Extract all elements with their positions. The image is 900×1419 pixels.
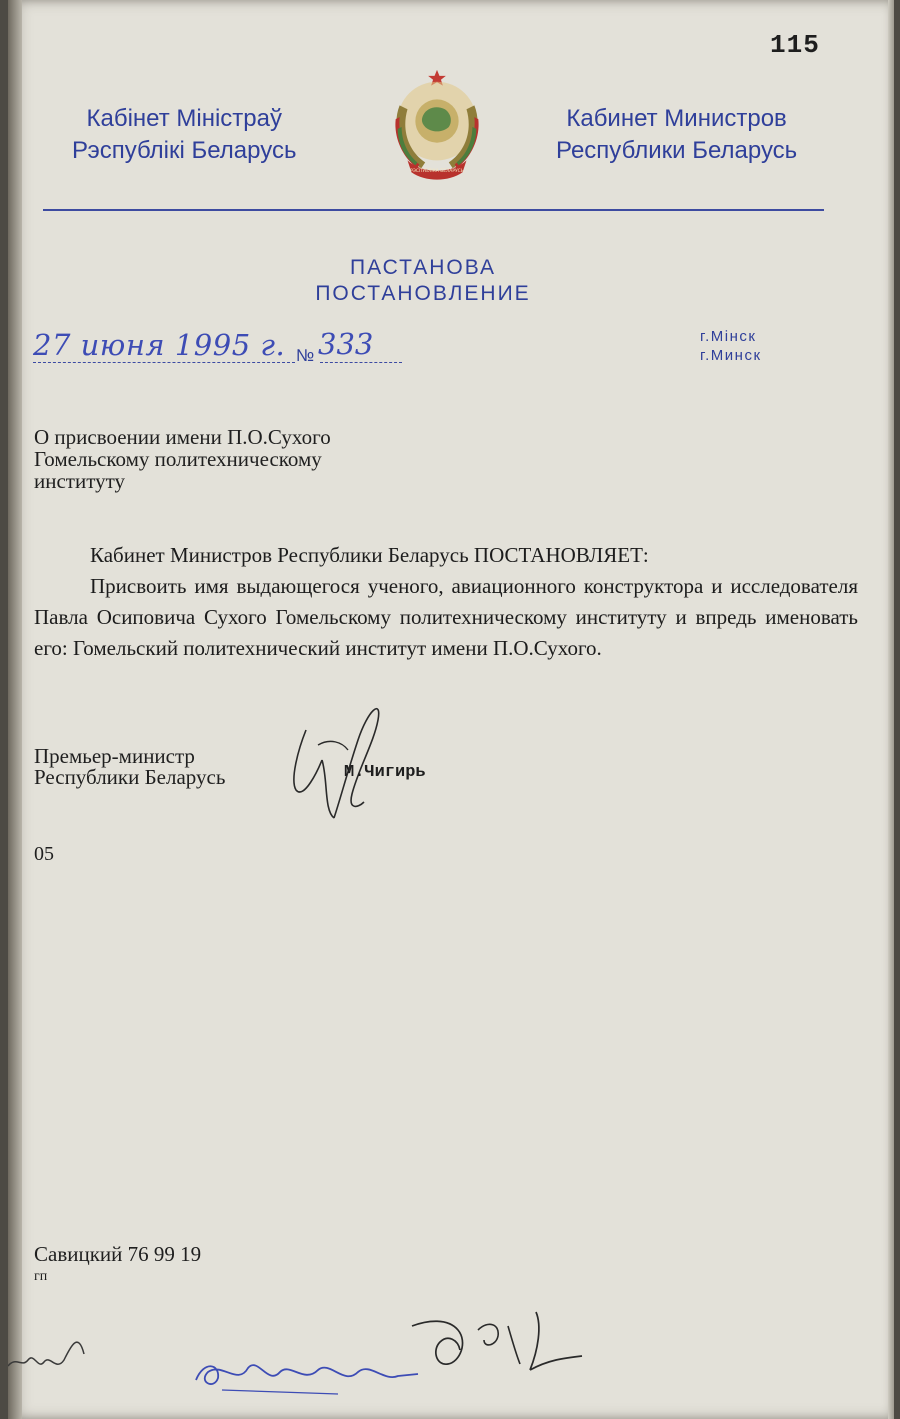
signer-title-line2: Республики Беларусь xyxy=(34,765,226,789)
binding-edge xyxy=(8,0,22,1419)
page-number: 115 xyxy=(770,30,820,60)
document-code: 05 xyxy=(34,843,54,865)
handwritten-date: 27 июня 1995 г. xyxy=(33,328,286,362)
page-edge xyxy=(888,0,894,1419)
signer-title xyxy=(34,746,225,788)
signer-title-line1: Премьер-министр xyxy=(34,744,195,768)
letterhead-belarusian xyxy=(72,103,296,167)
letterhead-ru-line2: Республики Беларусь xyxy=(556,137,798,164)
city-belarusian: г.Мінск xyxy=(700,328,757,345)
subject-line1: О присвоении имени П.О.Сухого xyxy=(34,425,331,449)
approval-signatures-icon xyxy=(8,1290,894,1419)
emblem-ribbon-text: РЭСПУБЛІКА БЕЛАРУСЬ xyxy=(410,169,464,175)
number-underline xyxy=(320,362,402,363)
letterhead-by-line2: Рэспублікі Беларусь xyxy=(72,137,297,164)
subject-line2: Гомельскому политехническому xyxy=(34,447,322,471)
date-underline xyxy=(33,362,295,363)
number-sign: № xyxy=(296,346,315,365)
executor-info: Савицкий 76 99 19 xyxy=(34,1242,202,1266)
doc-type-russian: ПОСТАНОВЛЕНИЕ xyxy=(315,282,531,305)
letterhead-by-line1: Кабінет Міністраў xyxy=(86,105,282,132)
city-russian: г.Минск xyxy=(700,347,762,364)
document-subject xyxy=(34,426,331,492)
letterhead-divider xyxy=(43,209,824,211)
document-body xyxy=(34,540,858,664)
subject-line3: институту xyxy=(34,469,126,493)
executor-code: гп xyxy=(34,1269,48,1284)
handwritten-signature-icon xyxy=(278,690,408,830)
signer-name: М.Чигирь xyxy=(344,763,426,782)
body-paragraph-1: Кабинет Министров Республики Беларусь ПОСТАНОВЛЯЕТ: xyxy=(90,543,649,567)
handwritten-number: 333 xyxy=(318,327,374,361)
document-page xyxy=(8,0,894,1419)
body-paragraph-2: Присвоить имя выдающегося ученого, авиационного конструктора и исследователя Павла Осиповича Сухого Гомельскому политехническому институту и впредь именовать его: Гомельский политехнический институт имени П.О.Сухого. xyxy=(34,574,858,660)
state-emblem-icon xyxy=(378,66,496,184)
letterhead-ru-line1: Кабинет Министров xyxy=(566,105,787,132)
doc-type-belarusian: ПАСТАНОВА xyxy=(349,256,497,279)
letterhead-russian xyxy=(556,103,797,167)
